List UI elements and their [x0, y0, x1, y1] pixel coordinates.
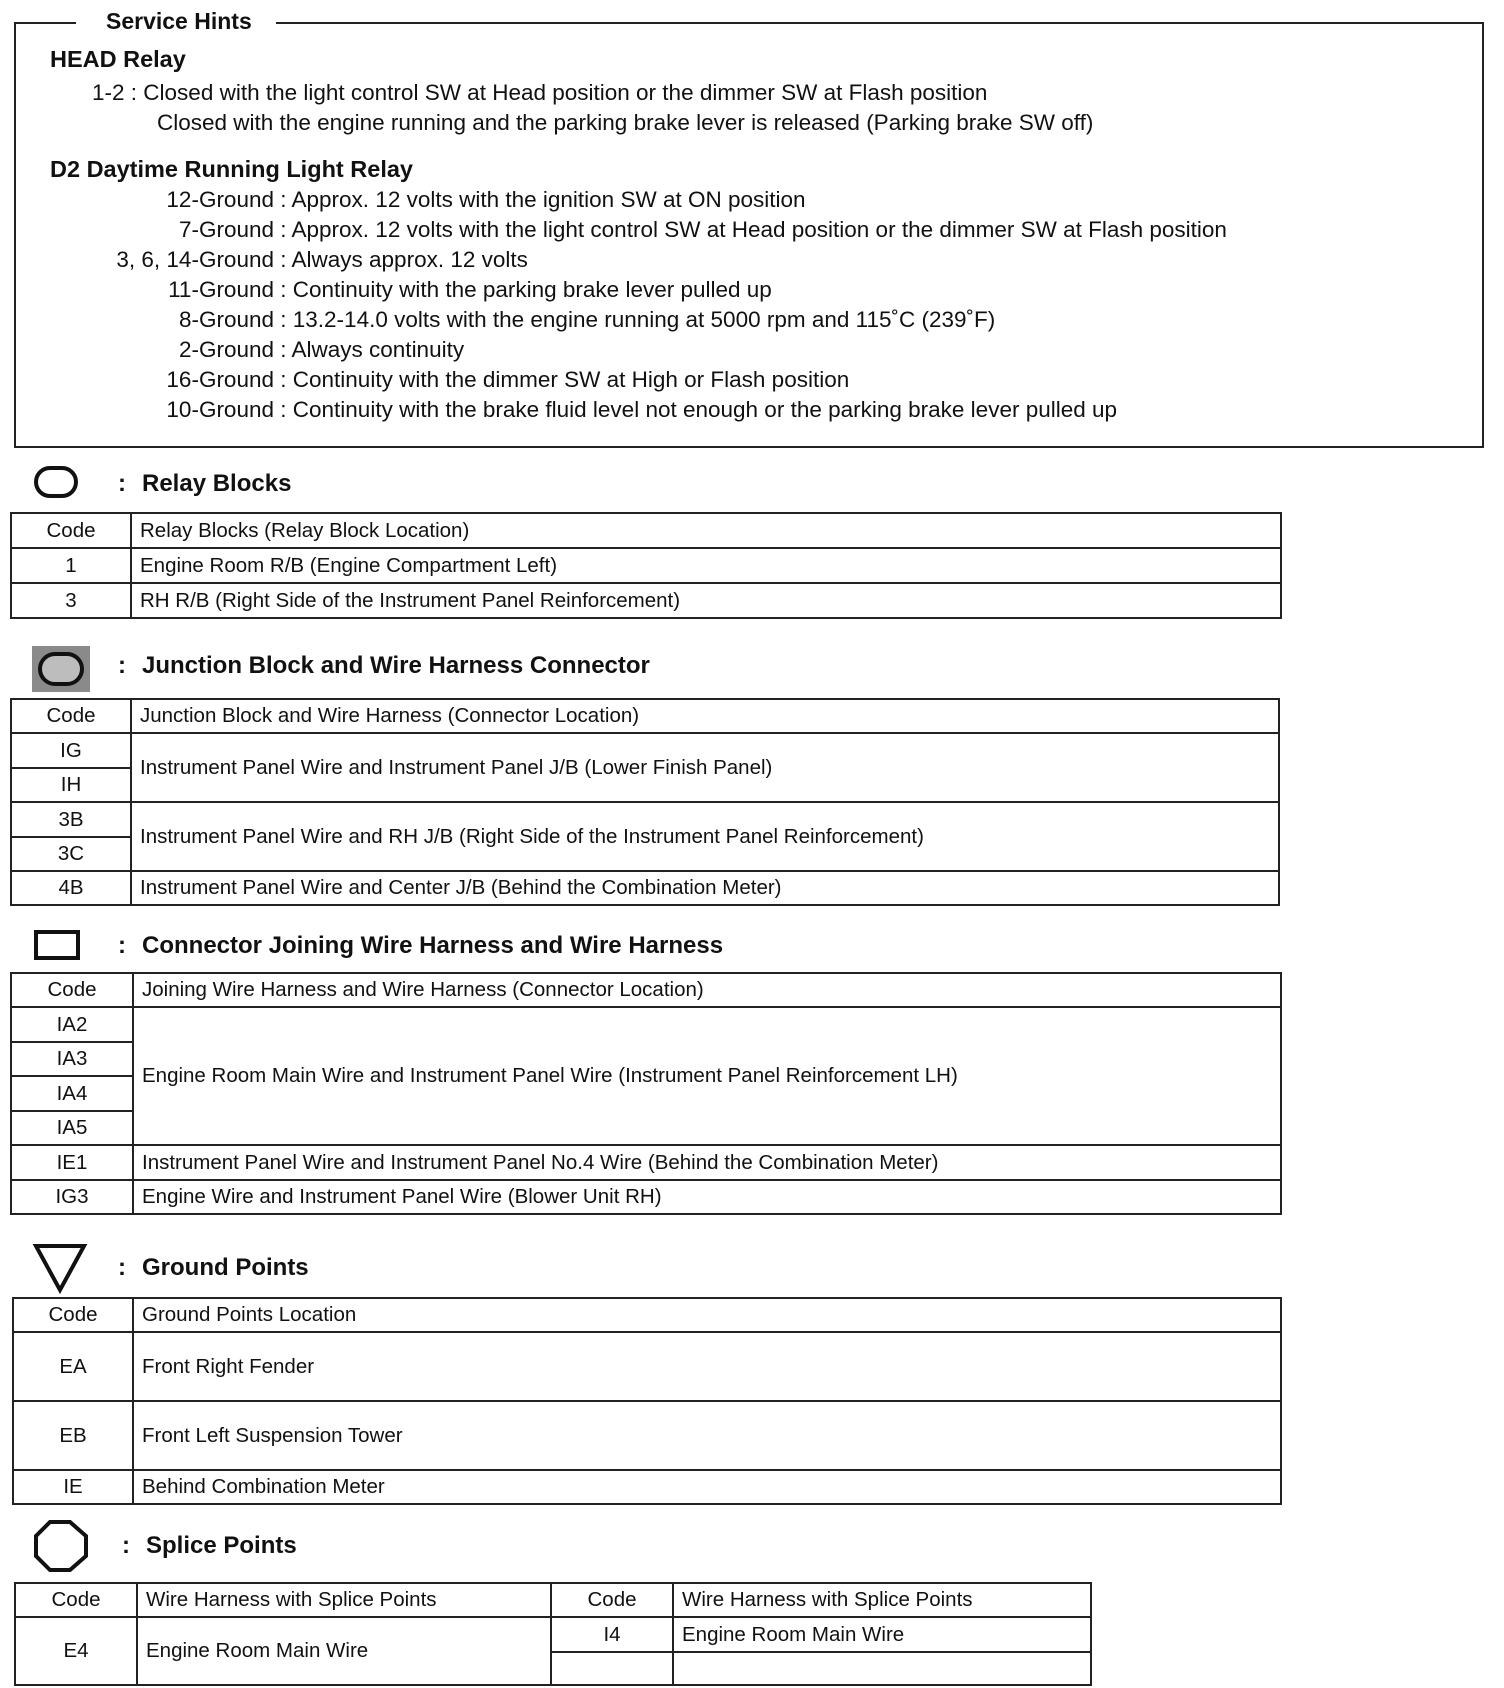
table-row: [11, 1145, 1281, 1180]
code-header: Code: [15, 1583, 137, 1617]
junction-blocks-header: [30, 644, 930, 694]
empty-cell: [551, 1652, 673, 1685]
desc-header: Relay Blocks (Relay Block Location): [131, 513, 1281, 548]
table-row: [11, 802, 1279, 837]
code-cell: IA3: [11, 1042, 133, 1076]
drl-line: 8-Ground : 13.2-14.0 volts with the engine running at 5000 rpm and 115˚C (239˚F): [56, 307, 995, 333]
drl-line: 16-Ground : Continuity with the dimmer SW at High or Flash position: [56, 367, 849, 393]
table-header-row: [11, 973, 1281, 1007]
table-row: [13, 1332, 1281, 1401]
code-cell: I4: [551, 1617, 673, 1652]
desc-cell: Instrument Panel Wire and Center J/B (Behind the Combination Meter): [131, 871, 1279, 905]
ground-points-header: [30, 1238, 930, 1288]
table-row: [15, 1617, 1091, 1652]
relay-blocks-header: [30, 462, 930, 512]
drl-line: 2-Ground : Always continuity: [56, 337, 464, 363]
hint-text: 13.2-14.0 volts with the engine running at 5000 rpm and 115˚C (239˚F): [292, 307, 996, 332]
table-row: [11, 871, 1279, 905]
service-hints-box: [14, 8, 1484, 448]
desc-cell: Behind Combination Meter: [133, 1470, 1281, 1504]
desc-cell: RH R/B (Right Side of the Instrument Panel Reinforcement): [131, 583, 1281, 618]
code-cell: IH: [11, 768, 131, 802]
code-cell: 3C: [11, 837, 131, 871]
hint-term: 16-Ground: [166, 367, 274, 392]
ground-points-title: Ground Points: [142, 1254, 309, 1281]
hint-term: 7-Ground: [178, 217, 274, 242]
desc-cell: Engine Room Main Wire: [137, 1617, 551, 1685]
drl-relay-heading: D2 Daytime Running Light Relay: [50, 156, 413, 182]
connectors-header: [30, 924, 930, 974]
head-relay-line-1: 1-2 : Closed with the light control SW at Head position or the dimmer SW at Flash position: [92, 80, 988, 105]
table-header-row: [15, 1583, 1091, 1617]
desc-cell: Engine Room Main Wire and Instrument Panel Wire (Instrument Panel Reinforcement LH): [133, 1007, 1281, 1145]
hint-term: 10-Ground: [166, 397, 274, 422]
code-cell: 3: [11, 583, 131, 618]
desc-header: Wire Harness with Splice Points: [137, 1583, 551, 1617]
desc-cell: Engine Room R/B (Engine Compartment Left): [131, 548, 1281, 583]
colon: :: [118, 932, 126, 959]
code-cell: 1: [11, 548, 131, 583]
junction-blocks-title: Junction Block and Wire Harness Connector: [142, 652, 650, 679]
colon: :: [118, 1254, 126, 1281]
code-cell: IA2: [11, 1007, 133, 1042]
code-cell: EA: [13, 1332, 133, 1401]
hint-text: Always continuity: [291, 337, 465, 362]
colon: :: [118, 652, 126, 679]
junction-block-shaded-oval-icon: [30, 644, 92, 694]
hint-term: 2-Ground: [178, 337, 274, 362]
hint-term: 8-Ground: [178, 307, 274, 332]
connector-rectangle-icon: [30, 924, 82, 964]
service-hints-title: Service Hints: [76, 8, 276, 35]
code-cell: IG3: [11, 1180, 133, 1214]
code-cell: IA5: [11, 1111, 133, 1145]
connectors-title: Connector Joining Wire Harness and Wire Harness: [142, 932, 724, 959]
code-cell: IA4: [11, 1076, 133, 1111]
drl-line: 3, 6, 14-Ground : Always approx. 12 volts: [56, 247, 528, 273]
code-cell: 4B: [11, 871, 131, 905]
table-header-row: [11, 699, 1279, 733]
hint-text: Closed with the light control SW at Head position or the dimmer SW at Flash position: [143, 80, 988, 105]
colon: :: [122, 1532, 130, 1559]
ground-triangle-icon: [30, 1238, 90, 1296]
hint-text: Always approx. 12 volts: [291, 247, 528, 272]
connectors-table: [10, 972, 1282, 1215]
code-cell: IG: [11, 733, 131, 768]
colon: :: [118, 470, 126, 497]
table-row: [13, 1401, 1281, 1470]
desc-cell: Instrument Panel Wire and Instrument Panel No.4 Wire (Behind the Combination Meter): [133, 1145, 1281, 1180]
desc-header: Ground Points Location: [133, 1298, 1281, 1332]
ground-points-table: [12, 1297, 1282, 1505]
desc-header: Joining Wire Harness and Wire Harness (Connector Location): [133, 973, 1281, 1007]
desc-cell: Engine Wire and Instrument Panel Wire (Blower Unit RH): [133, 1180, 1281, 1214]
drl-line: 10-Ground : Continuity with the brake fluid level not enough or the parking brake lever pulled up: [56, 397, 1117, 423]
hint-term: 11-Ground: [168, 277, 274, 302]
relay-blocks-table: [10, 512, 1282, 619]
hint-text: Approx. 12 volts with the light control SW at Head position or the dimmer SW at Flash position: [291, 217, 1227, 242]
drl-line: 12-Ground : Approx. 12 volts with the ignition SW at ON position: [56, 187, 806, 213]
desc-cell: Front Left Suspension Tower: [133, 1401, 1281, 1470]
head-relay-heading: HEAD Relay: [50, 46, 186, 72]
table-row: [11, 583, 1281, 618]
splice-points-title: Splice Points: [146, 1532, 297, 1559]
code-cell: E4: [15, 1617, 137, 1685]
relay-block-oval-icon: [30, 462, 82, 502]
desc-cell: Instrument Panel Wire and Instrument Panel J/B (Lower Finish Panel): [131, 733, 1279, 802]
junction-blocks-table: [10, 698, 1280, 906]
hint-term: 1-2: [92, 80, 125, 105]
table-row: [11, 733, 1279, 768]
table-row: [11, 548, 1281, 583]
code-header: Code: [11, 513, 131, 548]
table-row: [11, 1007, 1281, 1042]
table-header-row: [11, 513, 1281, 548]
code-cell: IE: [13, 1470, 133, 1504]
splice-hexagon-icon: [30, 1518, 90, 1574]
code-header: Code: [11, 973, 133, 1007]
empty-cell: [673, 1652, 1091, 1685]
code-cell: EB: [13, 1401, 133, 1470]
desc-cell: Instrument Panel Wire and RH J/B (Right Side of the Instrument Panel Reinforcement): [131, 802, 1279, 871]
splice-points-header: [30, 1518, 930, 1568]
drl-line: 11-Ground : Continuity with the parking brake lever pulled up: [56, 277, 772, 303]
table-header-row: [13, 1298, 1281, 1332]
desc-header: Junction Block and Wire Harness (Connector Location): [131, 699, 1279, 733]
code-header: Code: [11, 699, 131, 733]
relay-blocks-title: Relay Blocks: [142, 470, 292, 497]
hint-text: Continuity with the brake fluid level not enough or the parking brake lever pulled up: [292, 397, 1118, 422]
code-cell: 3B: [11, 802, 131, 837]
code-header: Code: [551, 1583, 673, 1617]
hint-term: 3, 6, 14-Ground: [116, 247, 274, 272]
hint-term: 12-Ground: [166, 187, 274, 212]
code-cell: IE1: [11, 1145, 133, 1180]
hint-text: Continuity with the dimmer SW at High or Flash position: [292, 367, 850, 392]
table-row: [11, 1180, 1281, 1214]
desc-cell: Engine Room Main Wire: [673, 1617, 1091, 1652]
table-row: [13, 1470, 1281, 1504]
hint-text: Continuity with the parking brake lever pulled up: [292, 277, 772, 302]
splice-points-table: [14, 1582, 1092, 1686]
code-header: Code: [13, 1298, 133, 1332]
desc-cell: Front Right Fender: [133, 1332, 1281, 1401]
drl-line: 7-Ground : Approx. 12 volts with the light control SW at Head position or the dimmer SW at Flash position: [56, 217, 1227, 243]
hint-text: Approx. 12 volts with the ignition SW at ON position: [291, 187, 806, 212]
head-relay-line-2: Closed with the engine running and the parking brake lever is released (Parking brake SW off): [157, 110, 1094, 135]
desc-header: Wire Harness with Splice Points: [673, 1583, 1091, 1617]
